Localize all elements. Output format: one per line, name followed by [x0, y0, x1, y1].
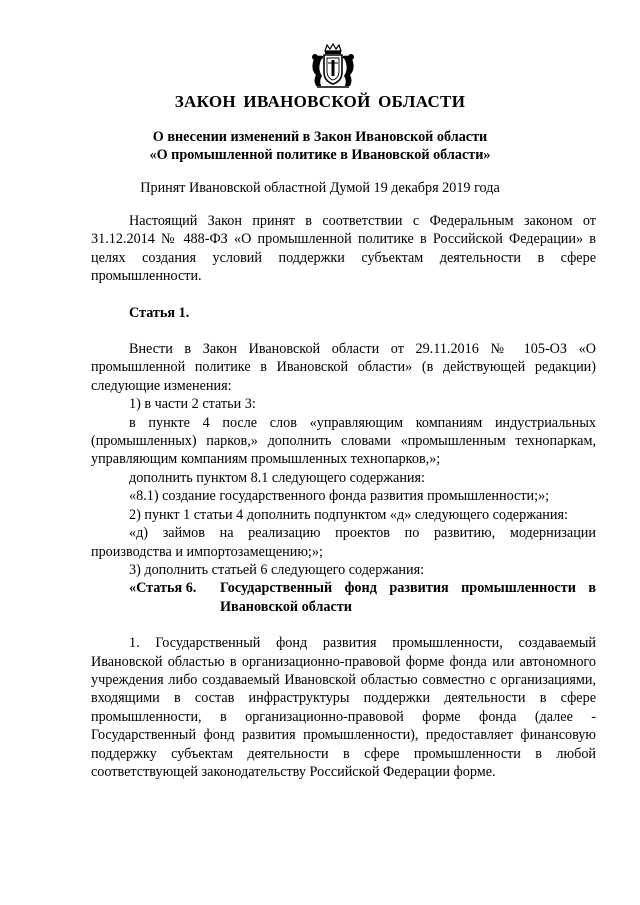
preamble-paragraph: Настоящий Закон принят в соответствии с Федеральным законом от 31.12.2014 № 488-ФЗ «О промышленной политике в Российской Федерации» в целях создания условий поддержки субъектам деятельности в сфере промышленности.	[91, 213, 596, 285]
article-1-paragraph: 2) пункт 1 статьи 4 дополнить подпунктом «д» следующего содержания:	[129, 506, 568, 523]
article-6-label: «Статья 6.	[129, 580, 197, 597]
article-1-paragraph: «д) займов на реализацию проектов по развитию, модернизации производства и импортозамещению;»;	[91, 525, 596, 560]
article-1-paragraph: в пункте 4 после слов «управляющим компаниям индустриальных (промышленных) парков,» дополнить словами «промышленным технопаркам, управляющим компаниям промышленных технопарков,»;	[91, 414, 596, 468]
article-1-paragraph: Внести в Закон Ивановской области от 29.11.2016 № 105-ОЗ «О промышленной политике в Ивановской области» (в действующей редакции) следующие изменения:	[91, 341, 596, 394]
article-6-paragraph-1: 1. Государственный фонд развития промышленности, создаваемый Ивановской областью в организационно-правовой форме фонда или автономного учреждения либо создаваемый Ивановской областью совместно с организациями, входящими в состав инфраструктуры поддержки деятельности в сфере промышленности, в организационно-правовой форме фонда (далее - Государственный фонд развития промышленности), предоставляет финансовую поддержку субъектам деятельности в сфере промышленности в любой соответствующей законодательству Российской Федерации форме.	[91, 635, 596, 780]
subtitle-line-2: «О промышленной политике в Ивановской области»	[149, 147, 491, 164]
law-title: ЗАКОН ИВАНОВСКОЙ ОБЛАСТИ	[174, 92, 466, 111]
subtitle-line-1: О внесении изменений в Закон Ивановской области	[152, 129, 488, 145]
article-1-paragraph: 1) в части 2 статьи 3:	[129, 396, 256, 413]
adoption-note: Принят Ивановской областной Думой 19 декабря 2019 года	[140, 180, 500, 196]
article-6-heading	[91, 579, 596, 616]
law-subtitle	[0, 128, 640, 165]
article-1-paragraph: «8.1) создание государственного фонда развития промышленности;»;	[129, 488, 550, 505]
article-1-paragraph: 3) дополнить статьей 6 следующего содержания:	[129, 561, 425, 578]
ivanovo-coat-of-arms-icon	[303, 42, 363, 92]
law-body	[91, 212, 596, 781]
article-1-heading: Статья 1.	[129, 304, 190, 321]
article-1-paragraph: дополнить пунктом 8.1 следующего содержания:	[129, 469, 425, 486]
article-6-title: Государственный фонд развития промышленности в Ивановской области	[220, 580, 596, 615]
